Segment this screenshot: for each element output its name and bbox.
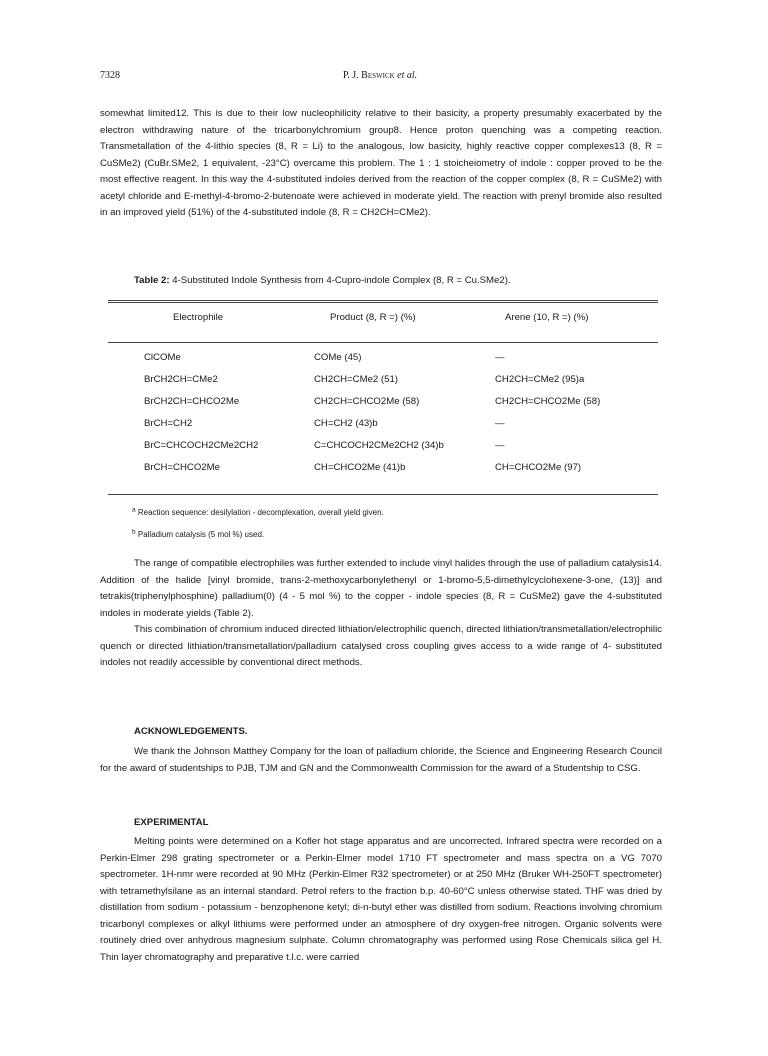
cell-arene: CH2CH=CHCO2Me (58)	[495, 396, 601, 407]
cell-arene: —	[495, 440, 505, 451]
table-top-rule-double	[108, 302, 658, 303]
table-row	[108, 462, 658, 482]
cell-product: CH2CH=CMe2 (51)	[314, 374, 398, 385]
cell-electrophile: BrCH2CH=CHCO2Me	[144, 396, 240, 407]
exp-text: Melting points were determined on a Kofler hot stage apparatus and are uncorrected. Infrared spectra were recorded on a Perkin-Elmer 298 grating spectrometer or a Perkin-Elmer model 1710 FT spectrometer and mass spectra on a VG 7070 spectrometer. 1H-nmr were recorded at 90 MHz (Perkin-Elmer R32 spectrometer) or at 250 MHz (Bruker WH-250FT spectrometer) with tetramethylsilane as an internal standard. Petrol refers to the fraction b.p. 40-60°C unless otherwise stated. THF was dried by distillation from sodium - potassium - benzophenone ketyl; di-n-butyl ether was distilled from sodium. Reactions involving chromium tricarbonyl complexes or alkyl lithiums were performed under an atmosphere of dry oxygen-free nitrogen. Organic solvents were routinely dried over anhydrous magnesium sulphate. Column chromatography was performed using Rose Chemicals silica gel H. Thin layer chromatography and preparative t.l.c. were carried	[100, 836, 662, 963]
table-caption	[134, 275, 511, 286]
table-bottom-rule	[108, 494, 658, 495]
running-head	[100, 70, 660, 81]
para-palladium: The range of compatible electrophiles was further extended to include vinyl halides through the use of palladium catalysis14. Addition of the halide [vinyl bromide, trans-2-methoxycarbonylethenyl or 1-bromo-5,5-dimethylcyclohexene-3-one, (13)] and tetrakis(triphenylphosphine) palladium(0) (4 - 5 mol %) to the copper - indole species (8, R = CuSMe2) gave the 4-substituted indoles in moderate yields (Table 2).	[100, 558, 662, 619]
cell-arene: CH2CH=CMe2 (95)a	[495, 374, 585, 385]
ack-section	[100, 744, 662, 777]
table-footnote-a: $^a$ Reaction sequence: desilylation - decomplexation, overall yield given.	[132, 506, 384, 517]
cell-electrophile: BrCH=CHCO2Me	[144, 462, 220, 473]
table-row	[108, 352, 658, 372]
column-header-product: Product (8, R =) (%)	[330, 312, 416, 323]
table-row	[108, 418, 658, 438]
cell-electrophile: BrCH2CH=CMe2	[144, 374, 218, 385]
page-number: 7328	[100, 70, 120, 81]
page-header	[100, 70, 660, 86]
ack-heading: ACKNOWLEDGEMENTS.	[134, 726, 248, 737]
exp-heading: EXPERIMENTAL	[134, 817, 209, 828]
cell-product: C=CHCOCH2CMe2CH2 (34)b	[314, 440, 444, 451]
cell-electrophile: ClCOMe	[144, 352, 181, 363]
running-head-author: P. J. Beswick	[342, 70, 395, 81]
discussion-paragraphs	[100, 556, 662, 672]
table-top-rule	[108, 300, 658, 301]
table-row	[108, 440, 658, 460]
footnote-b-text: Palladium catalysis (5 mol %) used.	[137, 530, 265, 539]
table-caption-text: 4-Substituted Indole Synthesis from 4-Cupro-indole Complex (8, R = Cu.SMe2).	[172, 275, 511, 286]
para-combination: This combination of chromium induced directed lithiation/electrophilic quench, directed lithiation/transmetallation/electrophilic quench or directed lithiation/transmetallation/palladium catalysed cross coupling gives access to a wide range of 4- substituted indoles not readily accessible by conventional direct methods.	[100, 624, 662, 668]
intro-paragraph	[100, 106, 662, 222]
cell-electrophile: BrC=CHCOCH2CMe2CH2	[144, 440, 259, 451]
table-row	[108, 396, 658, 416]
table-caption-label: Table 2:	[134, 275, 170, 286]
footnote-a-text: Reaction sequence: desilylation - decomplexation, overall yield given.	[137, 508, 384, 517]
cell-electrophile: BrCH=CH2	[144, 418, 193, 429]
intro-paragraph-text: somewhat limited12. This is due to their low nucleophilicity relative to their basicity, a property presumably exacerbated by the electron withdrawing nature of the tricarbonylchromium group8. Hence proton quenching was a competing reaction. Transmetallation of the 4-lithio species (8, R = Li) to the analogous, low basicity, highly reactive copper complexes13 (8, R = CuSMe2) (CuBr.SMe2, 1 equivalent, -23°C) overcame this problem. The 1 : 1 stoicheiometry of indole : copper proved to be the most effective reagent. In this way the 4-substituted indoles derived from the reaction of the copper complex (8, R = CuSMe2) with acetyl chloride and E-methyl-4-bromo-2-butenoate were achieved in moderate yield. The reaction with prenyl bromide also resulted in an improved yield (51%) of the 4-substituted indole (8, R = CH2CH=CMe2).	[100, 108, 662, 218]
ack-text: We thank the Johnson Matthey Company for the loan of palladium chloride, the Science and Engineering Research Council for the award of studentships to PJB, TJM and GN and the Commonwealth Commission for the award of a Studentship to CSG.	[100, 746, 662, 774]
cell-arene: —	[495, 352, 505, 363]
exp-section	[100, 834, 662, 966]
cell-product: CH=CHCO2Me (41)b	[314, 462, 406, 473]
column-header-electrophile: Electrophile	[173, 312, 224, 323]
cell-product: CH=CH2 (43)b	[314, 418, 378, 429]
cell-product: COMe (45)	[314, 352, 362, 363]
cell-product: CH2CH=CHCO2Me (58)	[314, 396, 420, 407]
cell-arene: —	[495, 418, 505, 429]
table-footnote-b: $^b$ Palladium catalysis (5 mol %) used.	[132, 528, 265, 539]
table-row	[108, 374, 658, 394]
column-header-arene: Arene (10, R =) (%)	[505, 312, 589, 323]
cell-arene: CH=CHCO2Me (97)	[495, 462, 582, 473]
table-header-rule	[108, 342, 658, 343]
running-head-etal: et al.	[397, 70, 418, 81]
